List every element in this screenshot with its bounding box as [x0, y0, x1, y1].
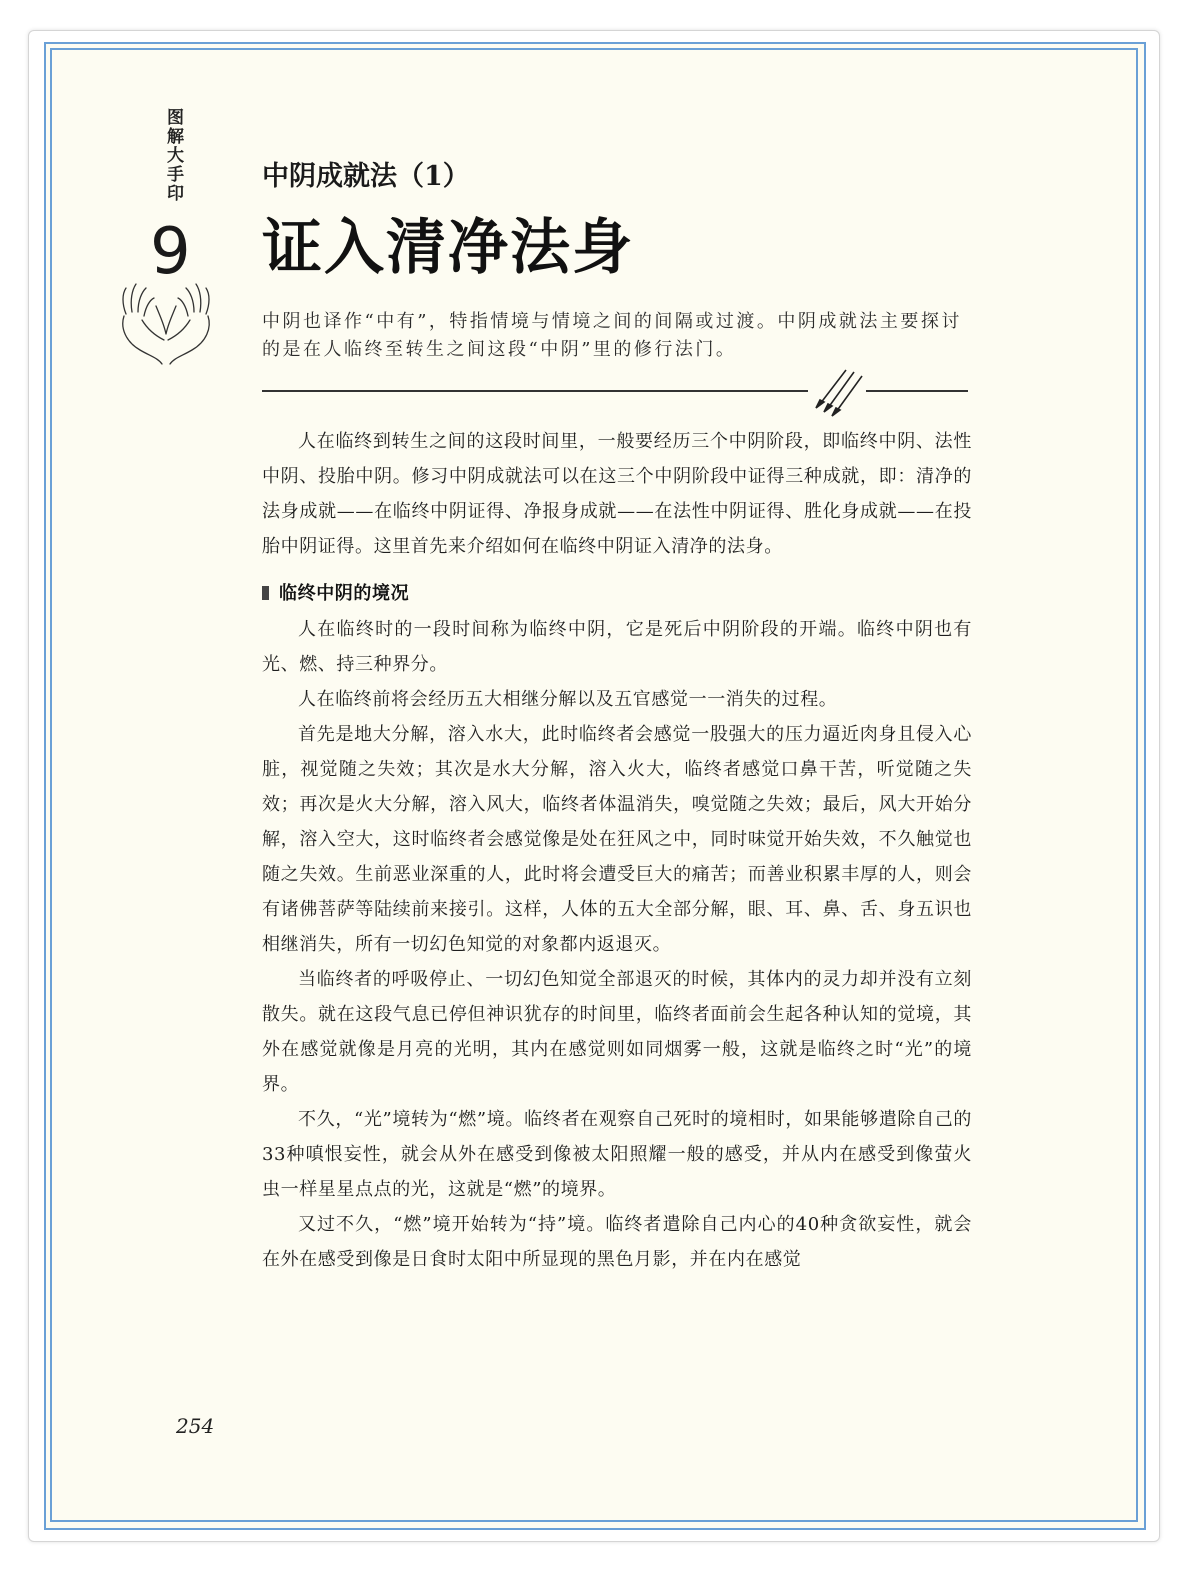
hands-mudra-icon [112, 280, 220, 370]
body-paragraph: 当临终者的呼吸停止、一切幻色知觉全部退灭的时候，其体内的灵力却并没有立刻散失。就在这段气息已停但神识犹存的时间里，临终者面前会生起各种认知的觉境，其外在感觉就像是月亮的光明，其内在感觉则如同烟雾一般，这就是临终之时“光”的境界。 [262, 969, 972, 1095]
body-paragraph: 人在临终时的一段时间称为临终中阴，它是死后中阴阶段的开端。临终中阴也有光、燃、持三种界分。 [262, 619, 972, 675]
divider-line [866, 390, 968, 392]
section-heading [262, 576, 972, 612]
body-paragraph: 又过不久，“燃”境开始转为“持”境。临终者遣除自己内心的40种贪欲妄性，就会在外在感受到像是日食时太阳中所显现的黑色月影，并在内在感觉 [262, 1214, 972, 1270]
section-marker-icon [262, 586, 269, 600]
body-paragraph: 不久，“光”境转为“燃”境。临终者在观察自己死时的境相时，如果能够遣除自己的33种嗔恨妄性，就会从外在感受到像被太阳照耀一般的感受，并从内在感受到像萤火虫一样星星点点的光，这就是“燃”的境界。 [262, 1109, 972, 1200]
subtitle: 中阴成就法（1） [262, 161, 470, 192]
intro-text: 中阴也译作“中有”，特指情境与情境之间的间隔或过渡。中阴成就法主要探讨的是在人临终至转生之间这段“中阴”里的修行法门。 [262, 311, 962, 360]
body-paragraph: 首先是地大分解，溶入水大，此时临终者会感觉一股强大的压力逼近肉身且侵入心脏，视觉随之失效；其次是水大分解，溶入火大，临终者感觉口鼻干苦，听觉随之失效；再次是火大分解，溶入风大，临终者体温消失，嗅觉随之失效；最后，风大开始分解，溶入空大，这时临终者会感觉像是处在狂风之中，同时味觉开始失效，不久触觉也随之失效。生前恶业深重的人，此时将会遭受巨大的痛苦；而善业积累丰厚的人，则会有诸佛菩萨等陆续前来接引。这样，人体的五大全部分解，眼、耳、鼻、舌、身五识也相继消失，所有一切幻色知觉的对象都内返退灭。 [262, 724, 972, 955]
body-content [262, 424, 972, 1277]
page-title: 证入清净法身 [262, 213, 634, 283]
chapter-number: 9 [150, 215, 191, 289]
arrows-icon [810, 366, 866, 418]
section-heading-text: 临终中阴的境况 [279, 583, 410, 604]
body-paragraph: 人在临终前将会经历五大相继分解以及五官感觉一一消失的过程。 [298, 689, 838, 710]
page-number: 254 [176, 1414, 215, 1438]
body-paragraph: 人在临终到转生之间的这段时间里，一般要经历三个中阴阶段，即临终中阴、法性中阴、投胎中阴。修习中阴成就法可以在这三个中阴阶段中证得三种成就，即：清净的法身成就——在临终中阴证得、净报身成就——在法性中阴证得、胜化身成就——在投胎中阴证得。这里首先来介绍如何在临终中阴证入清净的法身。 [262, 431, 972, 557]
book-series-label: 图解大手印 [163, 108, 183, 203]
divider-line [262, 390, 808, 392]
